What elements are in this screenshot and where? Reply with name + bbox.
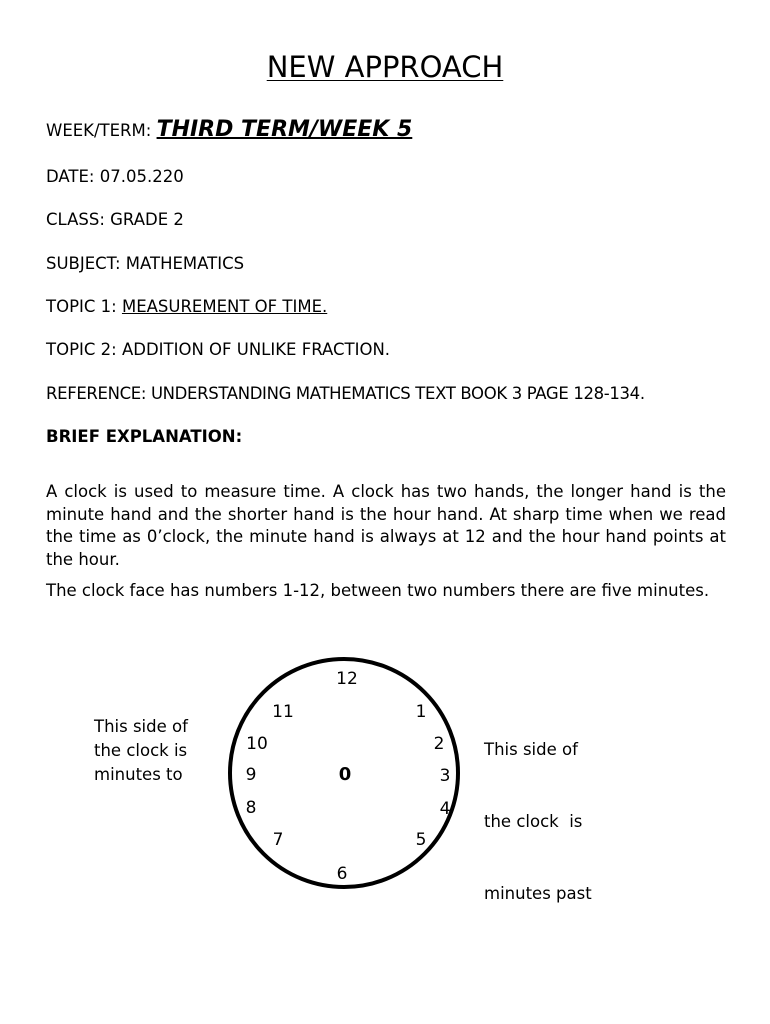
topic1-label: TOPIC 1: xyxy=(46,297,122,316)
clock-number-8: 8 xyxy=(245,798,257,818)
class-line: CLASS: GRADE 2 xyxy=(46,210,184,229)
topic1-value: MEASUREMENT OF TIME. xyxy=(121,297,328,316)
clock-diagram xyxy=(225,650,465,895)
week-term-label: WEEK/TERM: xyxy=(46,121,157,140)
explanation-paragraph-2: The clock face has numbers 1-12, between two numbers there are five minutes. xyxy=(46,581,710,600)
explanation-heading: BRIEF EXPLANATION: xyxy=(46,427,243,446)
minutes-to-line-1: This side of xyxy=(94,717,188,736)
week-term-line xyxy=(46,117,412,142)
subject-line: SUBJECT: MATHEMATICS xyxy=(46,254,245,273)
clock-number-10: 10 xyxy=(246,734,268,754)
reference-line: REFERENCE: UNDERSTANDING MATHEMATICS TEXT BOOK 3 PAGE 128-134. xyxy=(46,384,645,403)
minutes-past-line-2: the clock is xyxy=(484,812,583,831)
clock-number-2: 2 xyxy=(433,734,445,754)
clock-number-7: 7 xyxy=(272,830,284,850)
topic1-line xyxy=(46,297,327,316)
clock-number-1: 1 xyxy=(415,702,427,722)
page-title: NEW APPROACH xyxy=(266,50,504,84)
explanation-paragraph-1: A clock is used to measure time. A clock has two hands, the longer hand is the minute hand and the shorter hand is the hour hand. At sharp time when we read the time as 0’clock, the minute hand is always at 12 and the hour hand points at the hour. xyxy=(46,482,726,569)
minutes-past-line-3: minutes past xyxy=(484,884,592,903)
clock-number-9: 9 xyxy=(245,765,257,785)
clock-number-3: 3 xyxy=(439,766,451,786)
clock-number-11: 11 xyxy=(272,702,294,722)
clock-number-12: 12 xyxy=(336,669,358,689)
minutes-past-line-1: This side of xyxy=(484,740,578,759)
week-term-value: THIRD TERM/WEEK 5 xyxy=(156,117,413,142)
clock-svg xyxy=(225,650,465,895)
clock-center: 0 xyxy=(338,764,352,785)
clock-number-5: 5 xyxy=(415,830,427,850)
minutes-to-line-3: minutes to xyxy=(94,765,183,784)
clock-number-4: 4 xyxy=(439,799,451,819)
clock-number-6: 6 xyxy=(336,864,348,884)
topic2-line: TOPIC 2: ADDITION OF UNLIKE FRACTION. xyxy=(46,340,391,359)
minutes-to-note xyxy=(94,715,188,787)
minutes-past-note xyxy=(484,690,592,954)
date-line: DATE: 07.05.220 xyxy=(46,167,184,186)
minutes-to-line-2: the clock is xyxy=(94,741,188,760)
